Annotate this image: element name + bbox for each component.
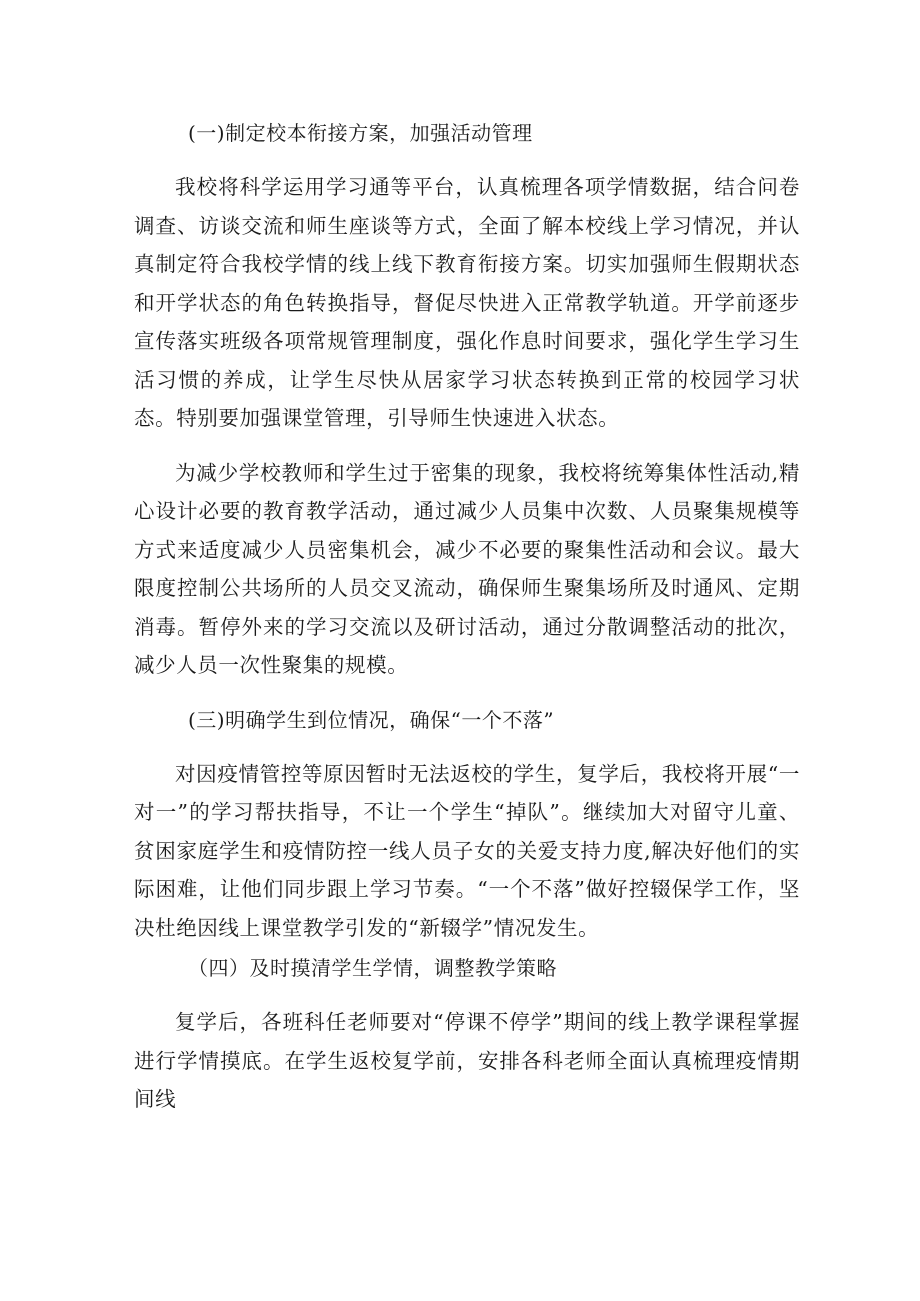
paragraph-1: 我校将科学运用学习通等平台，认真梳理各项学情数据，结合问卷调查、访谈交流和师生座谈等方式，全面了解本校线上学习情况，并认真制定符合我校学情的线上线下教育衔接方案。切实加强师生假期状态和开学状态的角色转换指导，督促尽快进入正常教学轨道。开学前逐步宣传落实班级各项常规管理制度，强化作息时间要求，强化学生学习生活习惯的养成，让学生尽快从居家学习状态转换到正常的校园学习状态。特别要加强课堂管理，引导师生快速进入状态。 xyxy=(134,175,800,430)
paragraph-2: 为减少学校教师和学生过于密集的现象，我校将统筹集体性活动,精心设计必要的教育教学活动，通过减少人员集中次数、人员聚集规模等方式来适度减少人员密集机会，减少不必要的聚集性活动和会议。最大限度控制公共场所的人员交叉流动，确保师生聚集场所及时通风、定期消毒。暂停外来的学习交流以及研讨活动，通过分散调整活动的批次，减少人员一次性聚集的规模。 xyxy=(134,460,800,677)
paragraph-4: 复学后，各班科任老师要对“停课不停学”期间的线上教学课程掌握进行学情摸底。在学生返校复学前，安排各科老师全面认真梳理疫情期间线 xyxy=(134,1010,800,1111)
paragraph-3: 对因疫情管控等原因暂时无法返校的学生，复学后，我校将开展“一对一”的学习帮扶指导，不让一个学生“掉队”。继续加大对留守儿童、贫困家庭学生和疫情防控一线人员子女的关爱支持力度,解决好他们的实际困难，让他们同步跟上学习节奏。“一个不落”做好控辍保学工作，坚决杜绝因线上课堂教学引发的“新辍学”情况发生。 xyxy=(134,761,800,940)
section-heading-3: (三)明确学生到位情况，确保“一个不落” xyxy=(188,707,555,732)
document-body xyxy=(134,114,800,1135)
section-heading-1: (一)制定校本衔接方案，加强活动管理 xyxy=(188,121,533,145)
section-heading-4: （四）及时摸清学生学情，调整教学策略 xyxy=(188,956,557,980)
